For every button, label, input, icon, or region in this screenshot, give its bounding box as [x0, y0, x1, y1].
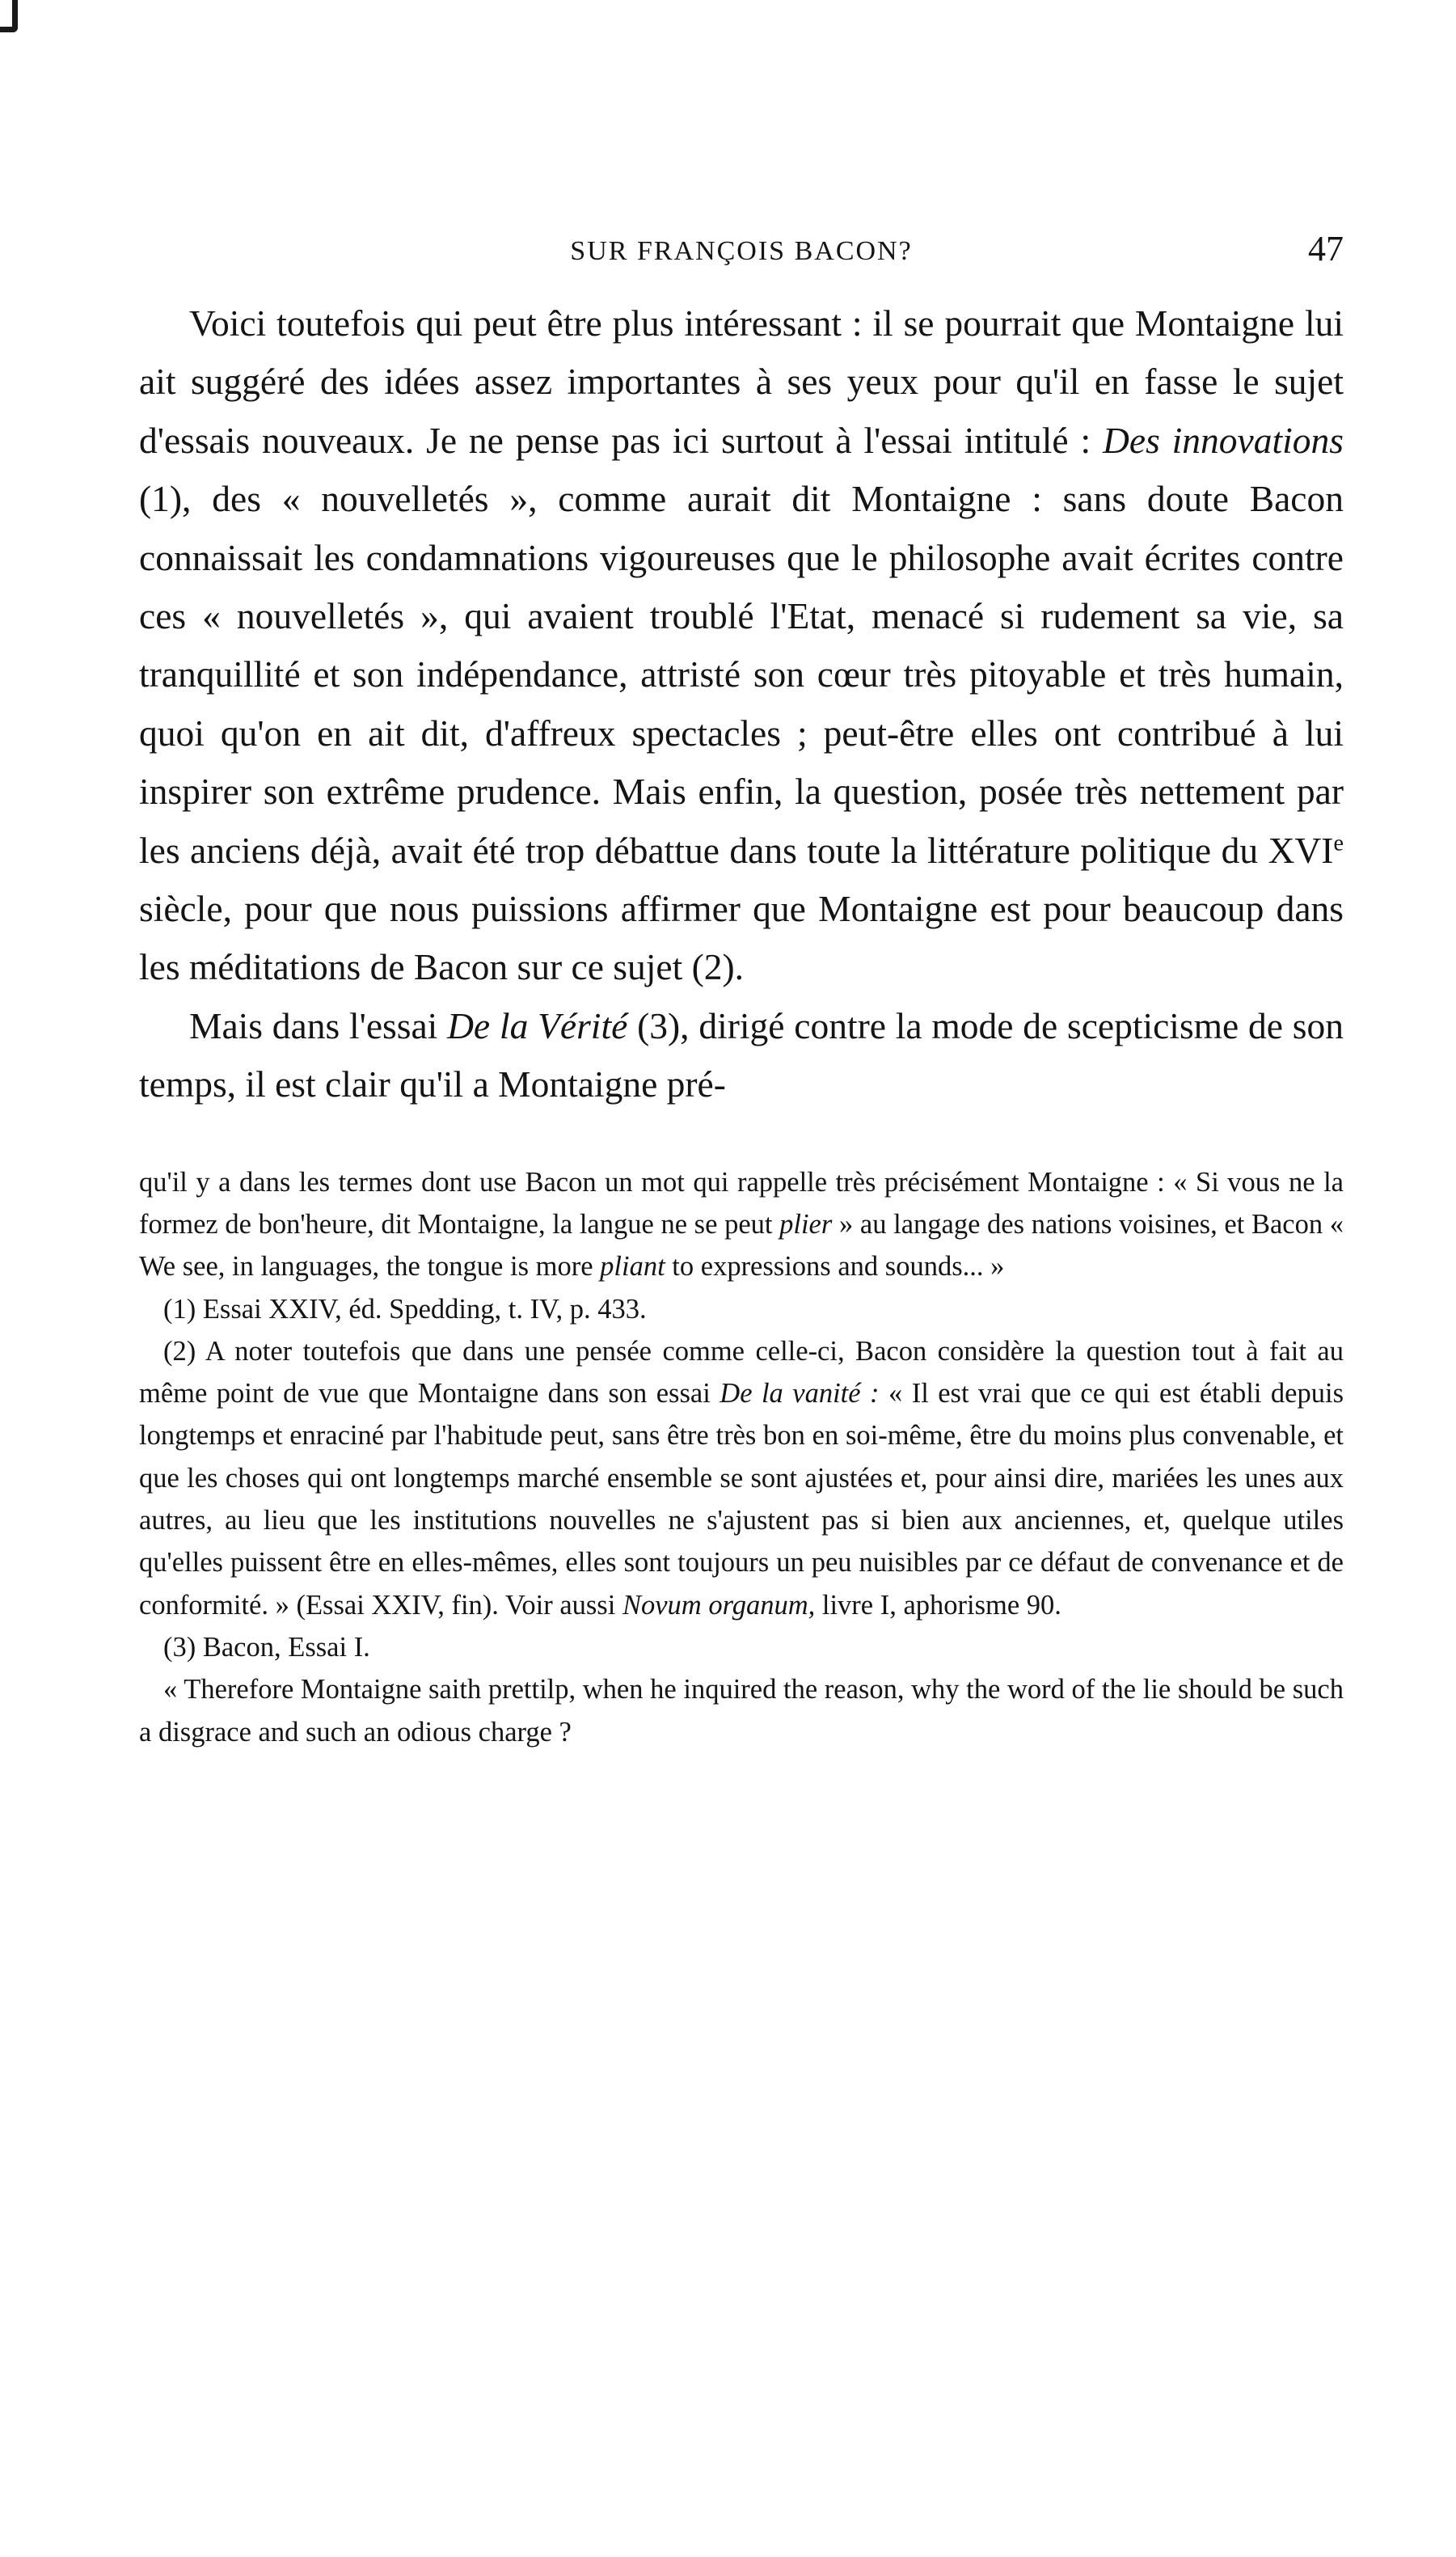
- running-head: [139, 226, 1344, 275]
- italic-title-des-innovations: Des innovations: [1103, 419, 1344, 461]
- running-head-title: SUR FRANÇOIS BACON?: [570, 236, 913, 266]
- century-superscript: e: [1333, 830, 1344, 856]
- book-page: [139, 226, 1344, 1753]
- footnote-continuation: qu'il y a dans les termes dont use Bacon un mot qui rappelle très précisément Montaigne : « Si vous ne la formez de bon'heure, dit Montaigne, la langue ne se peut plier » au langage des nations voisines, et Bacon « We see, in languages, the tongue is more pliant to expressions and sounds... »: [139, 1166, 1344, 1283]
- paragraph-2: Mais dans l'essai De la Vérité (3), dirigé contre la mode de scepticisme de son temps, il est clair qu'il a Montaigne pré-: [139, 1004, 1344, 1105]
- footnotes: [139, 1161, 1344, 1753]
- footnote-3-quote: « Therefore Montaigne saith prettilp, when he inquired the reason, why the word of the lie should be such a disgrace and such an odious charge ?: [139, 1674, 1344, 1748]
- page-number: 47: [1308, 229, 1344, 268]
- italic-title-de-la-verite: De la Vérité: [447, 1004, 628, 1046]
- scan-edge-mark: [0, 0, 18, 32]
- footnote-3: (3) Bacon, Essai I.: [163, 1631, 370, 1663]
- century-numeral: XVI: [1268, 829, 1334, 871]
- footnote-1: (1) Essai XXIV, éd. Spedding, t. IV, p. 433.: [163, 1293, 647, 1325]
- footnote-2: (2) A noter toutefois que dans une pensée comme celle-ci, Bacon considère la question tout à fait au même point de vue que Montaigne dans son essai De la vanité : « Il est vrai que ce qui est établi depuis longtemps et enraciné par l'habitude peut, sans être très bon en soi-même, être du moins plus convenable, et que les choses qui ont longtemps marché ensemble se sont ajustées et, pour ainsi dire, mariées les unes aux autres, au lieu que les institutions nouvelles ne s'ajustent pas si bien aux anciennes, et, quelque utiles qu'elles puissent être en elles-mêmes, elles sont toujours un peu nuisibles par ce défaut de convenance et de conformité. » (Essai XXIV, fin). Voir aussi Novum organum, livre I, aphorisme 90.: [139, 1335, 1344, 1621]
- body-text: [139, 294, 1344, 1114]
- paragraph-1: Voici toutefois qui peut être plus intéressant : il se pourrait que Montaigne lui ait suggéré des idées assez importantes à ses yeux pour qu'il en fasse le sujet d'essais nouveaux. Je ne pense pas ici surtout à l'essai intitulé : Des innovations (1), des « nouvelletés », comme aurait dit Montaigne : sans doute Bacon connaissait les condamnations vigoureuses que le philosophe avait écrites contre ces « nouvelletés », qui avaient troublé l'Etat, menacé si rudement sa vie, sa tranquillité et son indépendance, attristé son cœur très pitoyable et très humain, quoi qu'on en ait dit, d'affreux spectacles ; peut-être elles ont contribué à lui inspirer son extrême prudence. Mais enfin, la question, posée très nettement par les anciens déjà, avait été trop débattue dans toute la littérature politique du XVIe siècle, pour que nous puissions affirmer que Montaigne est pour beaucoup dans les méditations de Bacon sur ce sujet (2).: [139, 302, 1344, 988]
